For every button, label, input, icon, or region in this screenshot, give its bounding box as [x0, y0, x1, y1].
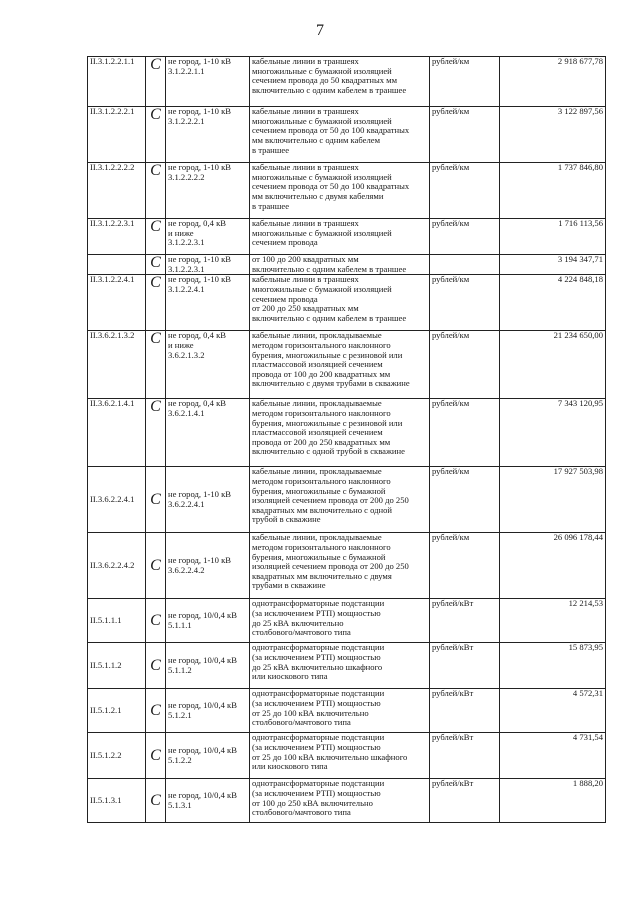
row-area: [166, 219, 250, 255]
area-line: 3.1.2.2.3.1: [168, 237, 205, 248]
description-line: трубой в скважине: [252, 514, 321, 525]
table-row: [88, 467, 606, 533]
row-description: [250, 219, 430, 255]
row-unit: рублей/км: [430, 399, 500, 467]
description-line: трубами в скважине: [252, 580, 326, 591]
area-line: 3.1.2.2.4.1: [168, 283, 205, 294]
row-unit: рублей/км: [430, 467, 500, 533]
description-line: сечением провода до 50 квадратных мм: [252, 75, 398, 86]
row-unit: рублей/кВт: [430, 599, 500, 643]
description-line: методом горизонтального наклонного: [252, 475, 391, 486]
row-description: [250, 163, 430, 219]
row-code: II.3.1.2.2.1.1: [88, 57, 146, 107]
description-line: в траншее: [252, 144, 290, 155]
row-code: II.5.1.2.2: [88, 733, 146, 779]
row-unit: рублей/км: [430, 331, 500, 399]
area-line: 3.1.2.2.1.1: [168, 65, 205, 76]
row-area: [166, 689, 250, 733]
area-line: не город, 10/0,4 кВ: [168, 745, 237, 756]
row-description: [250, 467, 430, 533]
row-area: [166, 643, 250, 689]
row-area: [166, 107, 250, 163]
description-line: (за исключением РТП) мощностью: [252, 787, 381, 798]
row-price: 4 572,31: [500, 689, 606, 733]
description-line: методом горизонтального наклонного: [252, 407, 391, 418]
row-description: [250, 331, 430, 399]
row-description: [250, 399, 430, 467]
row-area: [166, 57, 250, 107]
row-mark: C: [146, 163, 166, 219]
row-mark: C: [146, 275, 166, 331]
row-price: 7 343 120,95: [500, 399, 606, 467]
row-area: [166, 467, 250, 533]
area-line: 3.1.2.2.2.1: [168, 115, 205, 126]
area-line: и ниже: [168, 339, 194, 350]
area-line: не город, 0,4 кВ: [168, 398, 226, 409]
description-line: многожильные с бумажной изоляцией: [252, 115, 392, 126]
description-line: до 25 кВА включительно шкафного: [252, 661, 383, 672]
description-line: бурения, многожильные с бумажной: [252, 485, 386, 496]
area-line: не город, 0,4 кВ: [168, 218, 226, 228]
row-area: [166, 399, 250, 467]
description-line: однотрансформаторные подстанции: [252, 732, 385, 743]
row-code: II.5.1.1.1: [88, 599, 146, 643]
row-mark: C: [146, 467, 166, 533]
description-line: кабельные линии, прокладываемые: [252, 466, 382, 477]
area-line: не город, 10/0,4 кВ: [168, 655, 237, 666]
description-line: (за исключением РТП) мощностью: [252, 607, 381, 618]
description-line: методом горизонтального наклонного: [252, 339, 391, 350]
area-line: не город, 1-10 кВ: [168, 555, 231, 566]
description-line: или киоскового типа: [252, 671, 328, 682]
area-line: не город, 10/0,4 кВ: [168, 790, 237, 801]
row-price: 15 873,95: [500, 643, 606, 689]
description-line: включительно с одним кабелем в траншее: [252, 84, 407, 95]
description-line: бурения, многожильные с резиновой или: [252, 349, 403, 360]
description-line: кабельные линии в траншеях: [252, 218, 359, 228]
row-mark: C: [146, 643, 166, 689]
row-description: [250, 643, 430, 689]
row-unit: рублей/км: [430, 219, 500, 255]
description-line: сечением провода: [252, 293, 318, 304]
description-line: включительно с одним кабелем в траншее: [252, 312, 407, 323]
row-area: [166, 331, 250, 399]
description-line: методом горизонтального наклонного: [252, 541, 391, 552]
description-line: однотрансформаторные подстанции: [252, 688, 385, 699]
description-line: однотрансформаторные подстанции: [252, 642, 385, 653]
description-line: включительно с одной трубой в скважине: [252, 446, 405, 457]
area-line: 5.1.3.1: [168, 799, 192, 810]
table-row: [88, 57, 606, 107]
row-unit: рублей/кВт: [430, 689, 500, 733]
area-line: 3.6.2.2.4.1: [168, 498, 205, 509]
row-price: 3 122 897,56: [500, 107, 606, 163]
row-mark: C: [146, 255, 166, 275]
row-code: II.3.1.2.2.2.2: [88, 163, 146, 219]
row-unit: [430, 255, 500, 275]
area-line: не город, 1-10 кВ: [168, 56, 231, 66]
row-unit: рублей/км: [430, 275, 500, 331]
row-description: [250, 275, 430, 331]
row-price: 17 927 503,98: [500, 467, 606, 533]
description-line: многожильные с бумажной изоляцией: [252, 65, 392, 76]
description-line: провода от 200 до 250 квадратных мм: [252, 436, 391, 447]
description-line: однотрансформаторные подстанции: [252, 598, 385, 609]
description-line: изоляцией сечением провода от 200 до 250: [252, 495, 409, 506]
row-area: [166, 779, 250, 823]
description-line: многожильные с бумажной изоляцией: [252, 227, 392, 238]
tariff-table: [87, 56, 606, 823]
row-description: [250, 57, 430, 107]
description-line: мм включительно с одним кабелем: [252, 134, 381, 145]
row-mark: C: [146, 599, 166, 643]
description-line: провода от 100 до 200 квадратных мм: [252, 368, 391, 379]
table-row: [88, 399, 606, 467]
row-mark: C: [146, 331, 166, 399]
row-description: [250, 533, 430, 599]
table-row: [88, 275, 606, 331]
description-line: кабельные линии в траншеях: [252, 162, 359, 172]
row-code: II.3.6.2.2.4.2: [88, 533, 146, 599]
row-mark: C: [146, 107, 166, 163]
description-line: от 100 до 250 кВА включительно: [252, 797, 373, 808]
area-line: 5.1.1.2: [168, 664, 192, 675]
table-row: [88, 689, 606, 733]
description-line: от 100 до 200 квадратных мм: [252, 254, 359, 264]
area-line: не город, 10/0,4 кВ: [168, 700, 237, 711]
description-line: пластмассовой изоляцией сечением: [252, 427, 383, 438]
row-area: [166, 599, 250, 643]
row-code: II.5.1.1.2: [88, 643, 146, 689]
row-price: 4 731,54: [500, 733, 606, 779]
description-line: столбового/мачтового типа: [252, 717, 351, 728]
description-line: многожильные с бумажной изоляцией: [252, 171, 392, 182]
description-line: сечением провода: [252, 237, 318, 248]
row-mark: C: [146, 779, 166, 823]
area-line: не город, 1-10 кВ: [168, 489, 231, 500]
row-mark: C: [146, 219, 166, 255]
description-line: сечением провода от 50 до 100 квадратных: [252, 181, 410, 192]
row-price: 26 096 178,44: [500, 533, 606, 599]
row-code: II.3.1.2.2.2.1: [88, 107, 146, 163]
table-row: [88, 643, 606, 689]
table-row: [88, 219, 606, 255]
area-line: 3.1.2.2.2.2: [168, 171, 205, 182]
description-line: кабельные линии в траншеях: [252, 56, 359, 66]
table-row: [88, 533, 606, 599]
row-code: II.3.6.2.1.4.1: [88, 399, 146, 467]
row-description: [250, 255, 430, 275]
row-unit: рублей/кВт: [430, 643, 500, 689]
row-unit: рублей/км: [430, 107, 500, 163]
description-line: кабельные линии в траншеях: [252, 274, 359, 285]
description-line: от 200 до 250 квадратных мм: [252, 303, 359, 314]
row-code: II.3.6.2.1.3.2: [88, 331, 146, 399]
row-mark: C: [146, 57, 166, 107]
row-unit: рублей/км: [430, 163, 500, 219]
description-line: бурения, многожильные с бумажной: [252, 551, 386, 562]
description-line: (за исключением РТП) мощностью: [252, 651, 381, 662]
description-line: кабельные линии, прокладываемые: [252, 398, 382, 409]
row-unit: рублей/кВт: [430, 779, 500, 823]
row-area: [166, 163, 250, 219]
table-row: [88, 331, 606, 399]
description-line: однотрансформаторные подстанции: [252, 778, 385, 789]
table-row: [88, 163, 606, 219]
row-description: [250, 733, 430, 779]
description-line: бурения, многожильные с резиновой или: [252, 417, 403, 428]
description-line: или киоскового типа: [252, 761, 328, 772]
row-code: II.3.6.2.2.4.1: [88, 467, 146, 533]
row-description: [250, 107, 430, 163]
row-price: 21 234 650,00: [500, 331, 606, 399]
table-row: [88, 733, 606, 779]
row-price: 1 737 846,80: [500, 163, 606, 219]
description-line: от 25 до 100 кВА включительно шкафного: [252, 751, 408, 762]
description-line: (за исключением РТП) мощностью: [252, 697, 381, 708]
row-code: II.3.1.2.2.3.1: [88, 219, 146, 255]
area-line: не город, 0,4 кВ: [168, 330, 226, 341]
area-line: не город, 10/0,4 кВ: [168, 610, 237, 621]
table-row: [88, 779, 606, 823]
area-line: 3.1.2.2.3.1: [168, 263, 205, 274]
row-description: [250, 689, 430, 733]
description-line: кабельные линии в траншеях: [252, 106, 359, 116]
description-line: в траншее: [252, 200, 290, 211]
row-price: 4 224 848,18: [500, 275, 606, 331]
description-line: многожильные с бумажной изоляцией: [252, 283, 392, 294]
row-price: 3 194 347,71: [500, 255, 606, 275]
description-line: столбового/мачтового типа: [252, 627, 351, 638]
area-line: 5.1.2.2: [168, 754, 192, 765]
description-line: кабельные линии, прокладываемые: [252, 532, 382, 543]
area-line: не город, 1-10 кВ: [168, 162, 231, 172]
description-line: сечением провода от 50 до 100 квадратных: [252, 125, 410, 136]
table-row: [88, 107, 606, 163]
row-mark: C: [146, 733, 166, 779]
area-line: 3.6.2.1.4.1: [168, 407, 205, 418]
row-description: [250, 599, 430, 643]
row-area: [166, 733, 250, 779]
row-area: [166, 275, 250, 331]
description-line: квадратных мм включительно с двумя: [252, 570, 392, 581]
row-mark: C: [146, 533, 166, 599]
description-line: кабельные линии, прокладываемые: [252, 330, 382, 341]
table-row: [88, 599, 606, 643]
row-code: [88, 255, 146, 275]
row-price: 1 716 113,56: [500, 219, 606, 255]
row-price: 1 888,20: [500, 779, 606, 823]
row-price: 12 214,53: [500, 599, 606, 643]
area-line: не город, 1-10 кВ: [168, 274, 231, 285]
row-mark: C: [146, 399, 166, 467]
row-code: II.3.1.2.2.4.1: [88, 275, 146, 331]
description-line: (за исключением РТП) мощностью: [252, 741, 381, 752]
area-line: 5.1.2.1: [168, 709, 192, 720]
row-price: 2 918 677,78: [500, 57, 606, 107]
description-line: включительно с одним кабелем в траншее: [252, 263, 407, 274]
table-row: [88, 255, 606, 275]
description-line: до 25 кВА включительно: [252, 617, 344, 628]
row-area: [166, 255, 250, 275]
area-line: 5.1.1.1: [168, 619, 192, 630]
row-unit: рублей/км: [430, 57, 500, 107]
area-line: и ниже: [168, 227, 194, 238]
description-line: мм включительно с двумя кабелями: [252, 190, 384, 201]
area-line: не город, 1-10 кВ: [168, 254, 231, 264]
row-code: II.5.1.3.1: [88, 779, 146, 823]
row-description: [250, 779, 430, 823]
area-line: 3.6.2.2.4.2: [168, 564, 205, 575]
description-line: квадратных мм включительно с одной: [252, 504, 393, 515]
row-mark: C: [146, 689, 166, 733]
area-line: не город, 1-10 кВ: [168, 106, 231, 116]
description-line: изоляцией сечением провода от 200 до 250: [252, 561, 409, 572]
area-line: 3.6.2.1.3.2: [168, 349, 205, 360]
description-line: включительно с двумя трубами в скважине: [252, 378, 410, 389]
description-line: от 25 до 100 кВА включительно: [252, 707, 369, 718]
row-unit: рублей/км: [430, 533, 500, 599]
row-code: II.5.1.2.1: [88, 689, 146, 733]
row-unit: рублей/кВт: [430, 733, 500, 779]
row-area: [166, 533, 250, 599]
description-line: пластмассовой изоляцией сечением: [252, 359, 383, 370]
page-number: 7: [316, 22, 324, 39]
description-line: столбового/мачтового типа: [252, 807, 351, 818]
